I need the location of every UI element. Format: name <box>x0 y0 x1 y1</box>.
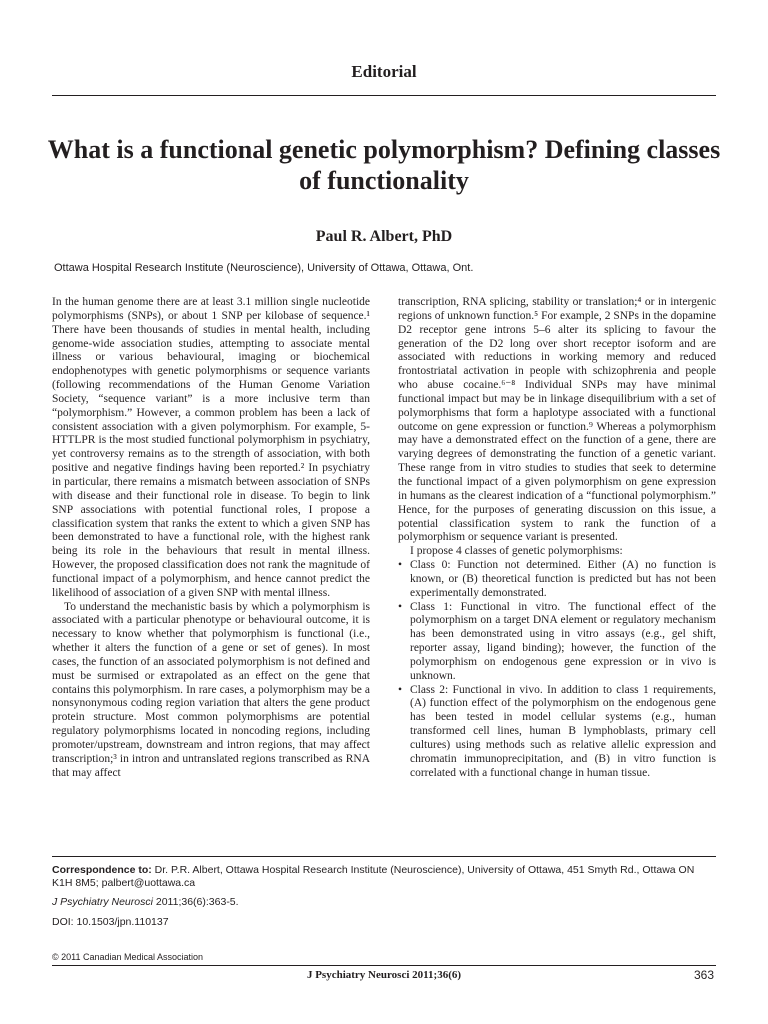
page-number: 363 <box>693 968 714 982</box>
copyright: © 2011 Canadian Medical Association <box>52 952 204 962</box>
correspondence-text: Dr. P.R. Albert, Ottawa Hospital Research Institute (Neuroscience), University of Ottawa, 451 Smyth Rd., Ottawa ON K1H 8M5; palbert@uottawa.ca <box>52 864 695 889</box>
list-item-text: Class 1: Functional in vitro. The functional effect of the polymorphism on a target DNA element or regulatory mechanism has been demonstrated using in vitro assays (e.g., gel shift, reporter assay, ligand binding); however, the function of the polymorphism on endogenous gene expression or in vivo is unknown. <box>410 600 716 682</box>
list-item <box>398 684 716 781</box>
body-paragraph-2: To understand the mechanistic basis by which a polymorphism is associated with a particular phenotype or behavioural outcome, it is necessary to know whether that polymorphism is functional (i.e., whether it alters the function of a gene or set of genes). In most cases, the function of an associated polymorphism is not defined and must be surmised or extrapolated as an effect on the gene that contains this polymorphism. In rare cases, a polymorphism may be a nonsynonymous coding region variation that alters the gene product protein structure. Most common polymorphisms are potential regulatory polymorphisms located in noncoding regions, including promoter/upstream, downstream and intron regions, that may affect transcription;³ in intron and untranslated regions transcribed as RNA that may affect <box>52 600 370 779</box>
correspondence-label: Correspondence to: <box>52 864 152 876</box>
left-column <box>52 296 370 781</box>
footer-journal: J Psychiatry Neurosci 2011;36(6) <box>306 969 462 981</box>
body-paragraph-1: In the human genome there are at least 3.1 million single nucleotide polymorphisms (SNPs), or about 1 SNP per kilobase of sequence.¹ There have been thousands of studies in mental health, including genome-wide association studies, attempting to associate mental illness or various behavioural, imaging or biochemical endophenotypes with genetic polymorphisms or sequence variants (following recommendations of the Human Genome Variation Society, “sequence variant” is a more inclusive term than “polymorphism.” However, a common problem has been a lack of consistent association with a given polymorphism. For example, 5-HTTLPR is the most studied functional polymorphism in psychiatry, yet controversy remains as to the strength of association, with both positive and negative findings having been reported.² In psychiatry in particular, there remains a mismatch between association of SNPs with disease and their functional role in disease. To begin to link SNP associations with potential functional roles, I propose a classification system that ranks the extent to which a given SNP has been demonstrated to have a functional role, with the highest rank being its role in the behaviours that result in mental illness. However, the proposed classification does not rank the magnitude of functional impact of a polymorphism, and hence cannot predict the likelihood of association of a given SNP with mental illness. <box>52 296 370 599</box>
bullet-icon: • <box>398 559 403 572</box>
header-rule <box>52 95 716 96</box>
citation <box>52 896 239 908</box>
author-affiliation: Ottawa Hospital Research Institute (Neuroscience), University of Ottawa, Ottawa, Ont. <box>54 262 474 274</box>
class-list <box>398 559 716 781</box>
bullet-icon: • <box>398 683 403 696</box>
list-item <box>398 559 716 601</box>
list-item-text: Class 2: Functional in vivo. In addition to class 1 requirements, (A) function effect of the polymorphism on the endogenous gene has been tested in model cellular systems (e.g., human transformed cell lines, human B lymphoblasts, primary cell cultures) using methods such as relative allelic expression and chromatin immunoprecipitation, and (B) in vitro function is correlated with a functional change in human tissue. <box>410 683 716 779</box>
citation-journal: J Psychiatry Neurosci <box>52 896 153 908</box>
bullet-icon: • <box>398 600 403 613</box>
body-paragraph-3: transcription, RNA splicing, stability or translation;⁴ or in intergenic regions of unknown function.⁵ For example, 2 SNPs in the dopamine D2 receptor gene introns 5–6 alter its splicing to favour the generation of the D2 long over short receptor isoform and are associated with reductions in working memory and reduced frontostriatal activation in people with schizophrenia and people who abuse cocaine.⁶⁻⁸ Individual SNPs may have minimal functional impact but may be in linkage disequilibrium with a set of polymorphisms that form a haplotype associated with a functional outcome on gene expression or function.⁹ Whereas a polymorphism may have a demonstrated effect on the function of a gene, there are varying degrees of demonstrating the function of a genetic variant. These range from in vitro studies to studies that seek to determine the functional impact of a given polymorphism on gene expression in humans as the clearest indication of a “functional polymorphism.” Hence, for the purposes of generating discussion on this issue, a potential classification system to rank the function of a polymorphism or sequence variant is presented. <box>398 296 716 544</box>
class-list-intro: I propose 4 classes of genetic polymorphisms: <box>410 545 623 558</box>
author-name: Paul R. Albert, PhD <box>315 228 453 245</box>
doi: DOI: 10.1503/jpn.110137 <box>52 916 169 928</box>
article-title: What is a functional genetic polymorphism? Defining classes of functionality <box>47 135 721 195</box>
list-item <box>398 601 716 684</box>
correspondence-rule <box>52 856 716 857</box>
correspondence <box>52 864 716 890</box>
right-column <box>398 296 716 781</box>
list-item-text: Class 0: Function not determined. Either (A) no function is known, or (B) theoretical function is predicted but has not been experimentally demonstrated. <box>410 559 716 599</box>
footer-rule <box>52 965 716 966</box>
citation-details: 2011;36(6):363-5. <box>152 896 239 908</box>
section-label: Editorial <box>351 62 417 81</box>
